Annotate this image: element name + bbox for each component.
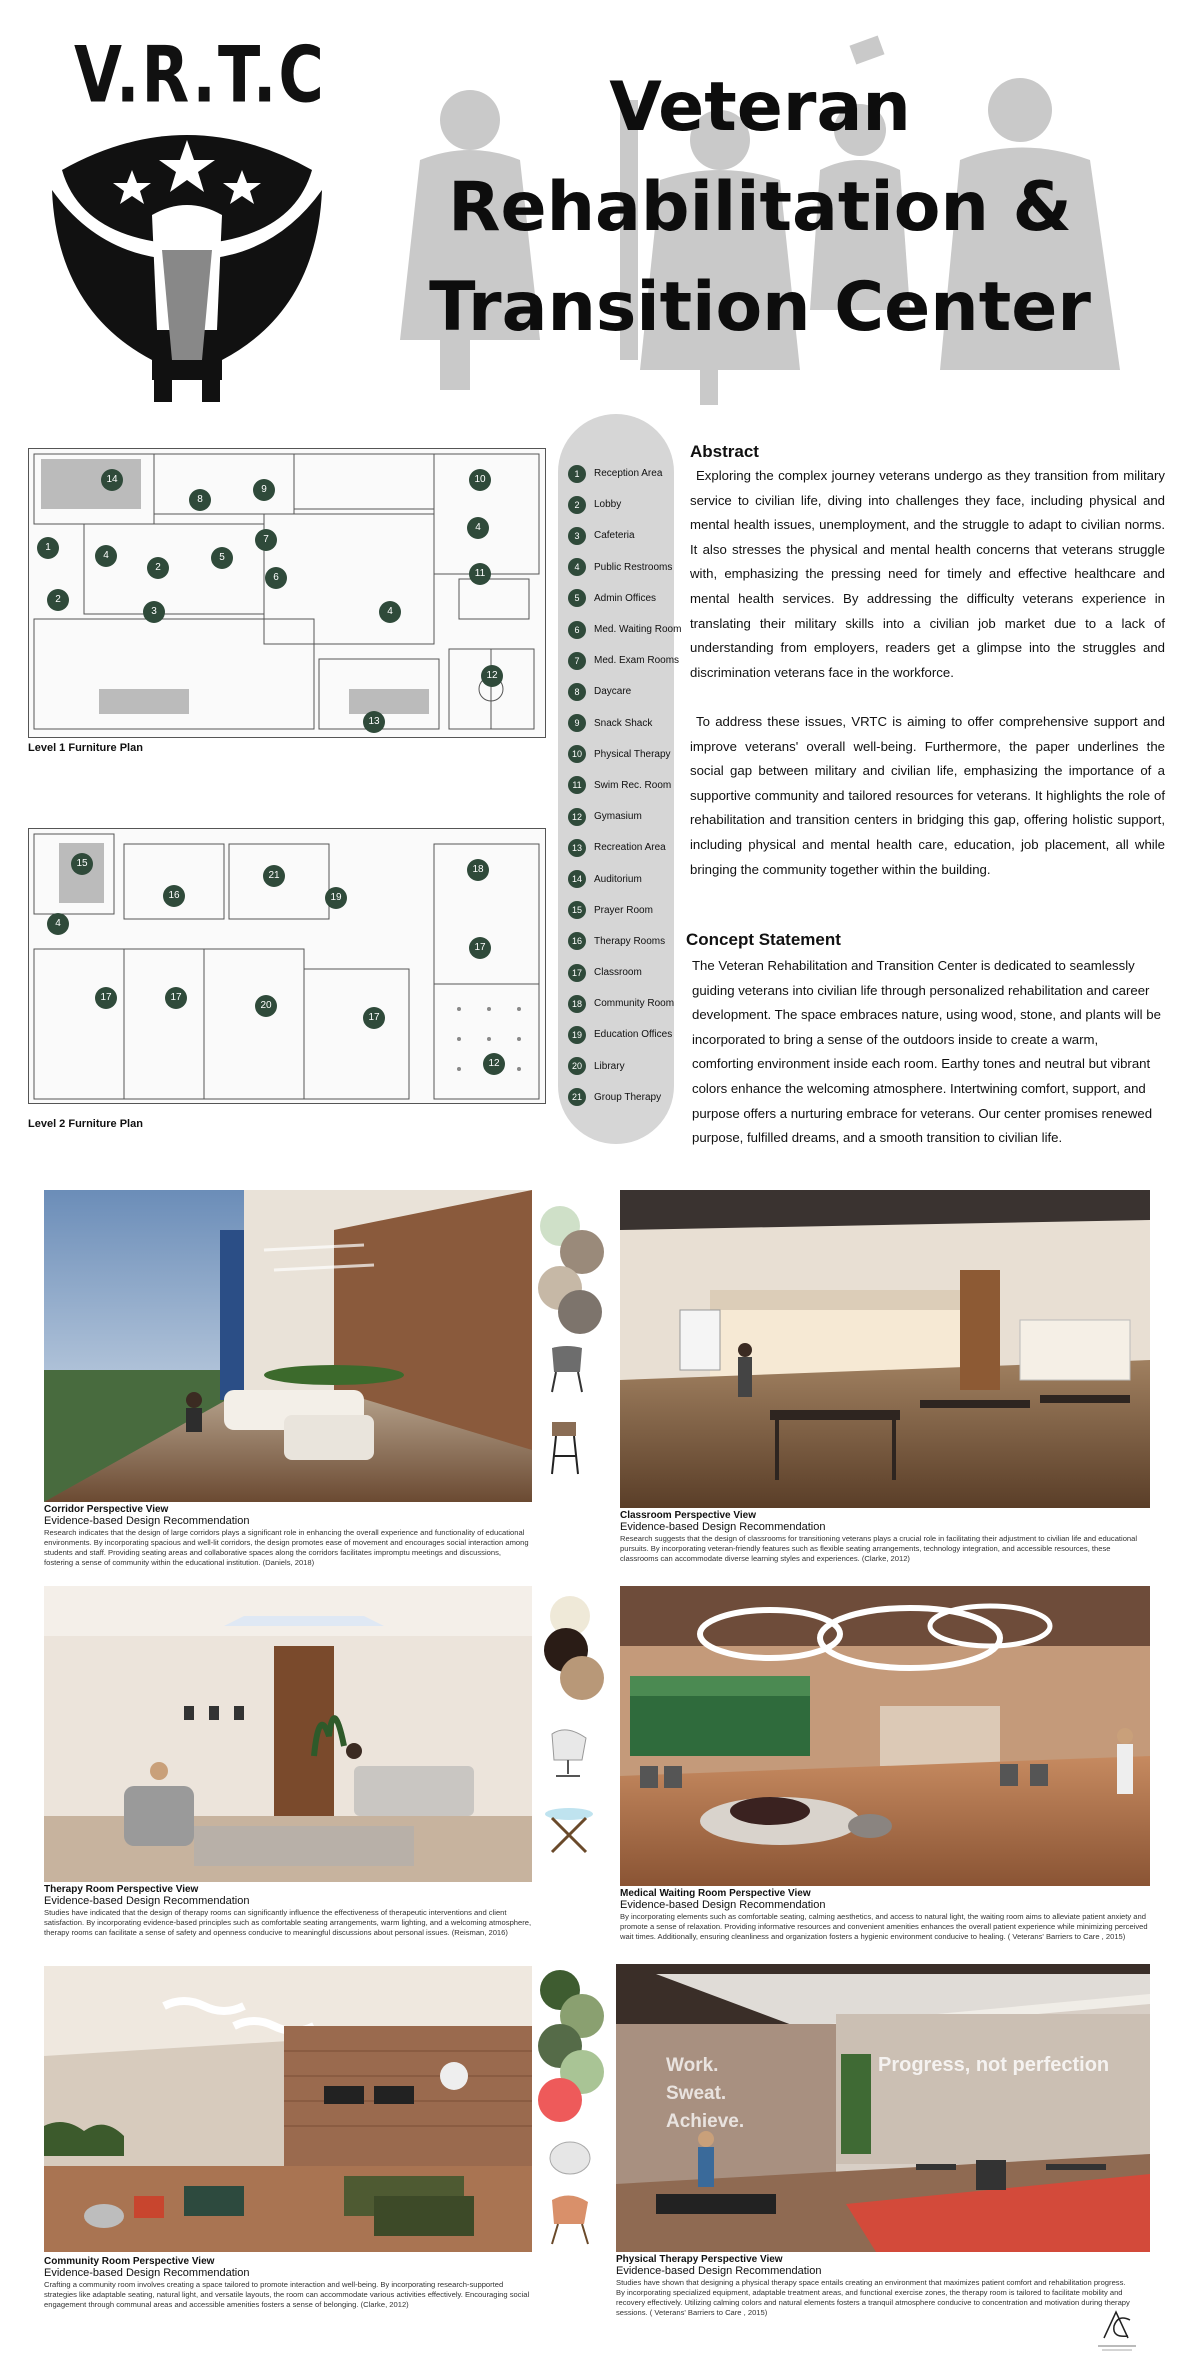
title-line-3: Transition Center [429, 268, 1091, 347]
legend-item: 3 Cafeteria [558, 520, 674, 551]
armchair-icon [544, 2190, 594, 2246]
plan-marker: 17 [469, 937, 491, 959]
therapy-caption-title: Therapy Room Perspective View [44, 1884, 199, 1895]
material-swatch [560, 1656, 604, 1700]
plan-marker: 6 [265, 567, 287, 589]
therapy-caption-body: Studies have indicated that the design of therapy rooms can significantly influence the effectiveness of therapeutic interventions and client satisfaction. By incorporating evidence-based principles such as comfortable seating arrangements, warm lighting, and a welcoming atmosphere, therapy rooms can facilitate a sense of safety and openness conducive to meaningful discussions about personal issues. (Reisman, 2016) [44, 1908, 532, 1937]
community-room-render [44, 1966, 532, 2252]
material-swatch [558, 1290, 602, 1334]
classroom-caption-subtitle: Evidence-based Design Recommendation [620, 1521, 826, 1533]
plan-marker: 12 [483, 1053, 505, 1075]
corridor-caption-title: Corridor Perspective View [44, 1504, 169, 1515]
legend-item: 11 Swim Rec. Room [558, 770, 674, 801]
physical-therapy-wall-text-right: Progress, not perfection [878, 2054, 1110, 2076]
plan-marker: 4 [379, 601, 401, 623]
material-swatch [538, 2078, 582, 2122]
corridor-material-swatches [534, 1200, 604, 1500]
vrtc-emblem-logo [42, 110, 332, 410]
medical-caption-body: By incorporating elements such as comfortable seating, calming aesthetics, and access to natural light, the waiting room aims to alleviate patient anxiety and promote a sense of relaxation. Providing informative resources and convenient amenities enhances the overall patient experience while minimizing perceived wait times. Additionally, ensuring cleanliness and organization fosters a hygienic environment conducive to healing. ( Veterans' Barriers to Care , 2015) [620, 1912, 1148, 1941]
plan-marker: 8 [189, 489, 211, 511]
classroom-render [620, 1190, 1150, 1508]
corridor-caption-body: Research indicates that the design of large corridors plays a significant role in enhancing the overall experience and functionality of educational environments. By incorporating spacious and well-lit corridors, the design promotes ease of movement and encourages social interaction among students and staff. Providing seating areas and collaborative spaces along the corridors facilitates impromptu meetings and discussions, fostering a sense of community within the educational institution. (Daniels, 2018) [44, 1528, 529, 1567]
plan-marker: 21 [263, 865, 285, 887]
legend-item: 9 Snack Shack [558, 708, 674, 739]
plan-marker: 4 [95, 545, 117, 567]
room-legend [558, 414, 682, 1144]
chair-icon [544, 1344, 590, 1394]
plan-marker: 3 [143, 601, 165, 623]
abstract-paragraph-1: Exploring the complex journey veterans undergo as they transition from military service to civilian life, diving into challenges they face, including physical and mental health issues, unemployment, and the struggle to adapt to civilian norms. It also stresses the physical and mental health concerns that veterans struggle with, emphasizing the pressing need for timely and effective healthcare and mental health services. By addressing the difficulty veterans experience in translating their military skills into a civilian job market due to a lack of understanding from employers, readers get a glimpse into the struggles and discrimination veterans face in the workforce. [690, 468, 1165, 680]
title-line-2: Rehabilitation & [448, 168, 1072, 247]
plan-marker: 1 [37, 537, 59, 559]
plan-marker: 5 [211, 547, 233, 569]
therapy-caption-subtitle: Evidence-based Design Recommendation [44, 1895, 250, 1907]
legend-item: 2 Lobby [558, 489, 674, 520]
plan-marker: 19 [325, 887, 347, 909]
pouf-icon [548, 2136, 592, 2176]
stool-icon [548, 1416, 584, 1476]
community-caption-body: Crafting a community room involves creating a space tailored to promote interaction and well-being. By incorporating research-supported strategies like adaptable seating, natural light, and versatile layouts, the room can accommodate various activities effectively. Encouraging social engagement through communal areas and accessible amenities fosters a sense of belonging. (Clarke, 2012) [44, 2280, 530, 2309]
title-line-1: Veteran [609, 68, 911, 147]
plan-marker: 17 [165, 987, 187, 1009]
plan-marker: 20 [255, 995, 277, 1017]
community-caption-title: Community Room Perspective View [44, 2256, 215, 2267]
plan-marker: 17 [363, 1007, 385, 1029]
plan-marker: 4 [467, 517, 489, 539]
concept-paragraph: The Veteran Rehabilitation and Transition Center is dedicated to seamlessly guiding veterans into civilian life through personalized rehabilitation and career development. The space embraces nature, using wood, stone, and plants will be incorporated to bring a sense of the outdoors inside to create a warm, comforting environment inside each room. Earthy tones and neutral but vibrant colors enhance the welcoming atmosphere. Intertwining comfort, support, and purpose offers a nurturing embrace for veterans. Our center promises renewed purpose, fulfilled dreams, and a smooth transition to civilian life. [692, 958, 1161, 1146]
legend-item: 6 Med. Waiting Room [558, 614, 674, 645]
plan-marker: 11 [469, 563, 491, 585]
page-title [420, 58, 1100, 358]
legend-item: 10 Physical Therapy [558, 739, 674, 770]
plan-marker: 18 [467, 859, 489, 881]
legend-item: 7 Med. Exam Rooms [558, 645, 674, 676]
physical-therapy-render [616, 1964, 1150, 2252]
plan-marker: 12 [481, 665, 503, 687]
plan-marker: 9 [253, 479, 275, 501]
plan-marker: 14 [101, 469, 123, 491]
level2-floor-plan [28, 828, 546, 1104]
physical-caption-body: Studies have shown that designing a physical therapy space entails creating an environment that maximizes patient comfort and rehabilitation progress. By incorporating specialized equipment, adaptable treatment areas, and functional exercise zones, the therapy room is tailored to facilitate mobility and recovery effectively. Utilizing calming colors and natural elements fosters a tranquil atmosphere conducive to concentration and motivation during therapy sessions. ( Veterans' Barriers to Care , 2015) [616, 2278, 1130, 2317]
medical-caption-subtitle: Evidence-based Design Recommendation [620, 1899, 826, 1911]
header [0, 0, 1188, 410]
abstract-paragraph-2: To address these issues, VRTC is aiming to offer comprehensive support and improve veterans' overall well-being. Furthermore, the paper underlines the social gap between military and civilian life, emphasizing the importance of a supportive community and tailored resources for veterans. It highlights the role of rehabilitation and transition centers in bridging this gap, offering holistic support, including physical and mental health care, education, job placement, all while bringing the community together within the building. [690, 714, 1165, 877]
corridor-caption-subtitle: Evidence-based Design Recommendation [44, 1515, 250, 1527]
table-icon [542, 1802, 596, 1856]
concept-heading: Concept Statement [686, 930, 841, 949]
classroom-caption-title: Classroom Perspective View [620, 1510, 756, 1521]
level2-plan-label: Level 2 Furniture Plan [28, 1118, 143, 1130]
physical-therapy-wall-text-left: Work. Sweat. Achieve. [666, 2055, 745, 2132]
plan-marker: 16 [163, 885, 185, 907]
legend-item: 1 Reception Area [558, 458, 674, 489]
medical-waiting-room-render [620, 1586, 1150, 1886]
plan-marker: 15 [71, 853, 93, 875]
plan-marker: 2 [47, 589, 69, 611]
level1-plan-drawing [29, 449, 544, 736]
legend-item: 15 Prayer Room [558, 895, 674, 926]
abstract-heading: Abstract [690, 442, 759, 461]
legend-item: 12 Gymasium [558, 801, 674, 832]
legend-item: 18 Community Room [558, 988, 674, 1019]
level1-plan-label: Level 1 Furniture Plan [28, 742, 143, 754]
designer-monogram-logo [1092, 2306, 1142, 2354]
plan-marker: 2 [147, 557, 169, 579]
medical-caption-title: Medical Waiting Room Perspective View [620, 1888, 811, 1899]
legend-item: 13 Recreation Area [558, 832, 674, 863]
legend-item: 5 Admin Offices [558, 583, 674, 614]
physical-caption-subtitle: Evidence-based Design Recommendation [616, 2265, 822, 2277]
community-material-swatches [534, 1966, 604, 2256]
plan-marker: 17 [95, 987, 117, 1009]
legend-item: 16 Therapy Rooms [558, 926, 674, 957]
legend-item: 21 Group Therapy [558, 1082, 674, 1113]
legend-item: 17 Classroom [558, 957, 674, 988]
plan-marker: 4 [47, 913, 69, 935]
plan-marker: 13 [363, 711, 385, 733]
logo-text: V.R.T.C [74, 28, 326, 121]
physical-caption-title: Physical Therapy Perspective View [616, 2254, 783, 2265]
level1-floor-plan [28, 448, 546, 738]
legend-item: 4 Public Restrooms [558, 552, 674, 583]
plan-marker: 7 [255, 529, 277, 551]
therapy-material-swatches [534, 1592, 604, 1892]
legend-item: 19 Education Offices [558, 1019, 674, 1050]
therapy-room-render [44, 1586, 532, 1882]
community-caption-subtitle: Evidence-based Design Recommendation [44, 2267, 250, 2279]
plan-marker: 10 [469, 469, 491, 491]
legend-item: 14 Auditorium [558, 863, 674, 894]
legend-item: 20 Library [558, 1051, 674, 1082]
lounge-chair-icon [546, 1724, 592, 1780]
legend-item: 8 Daycare [558, 676, 674, 707]
corridor-render [44, 1190, 532, 1502]
classroom-caption-body: Research suggests that the design of classrooms for transitioning veterans plays a crucial role in facilitating their adjustment to civilian life and educational pursuits. By incorporating veteran-friendly features such as flexible seating arrangements, technology integration, and accessible resources, these classrooms can accommodate diverse learning styles and experiences. (Clarke, 2012) [620, 1534, 1138, 1563]
